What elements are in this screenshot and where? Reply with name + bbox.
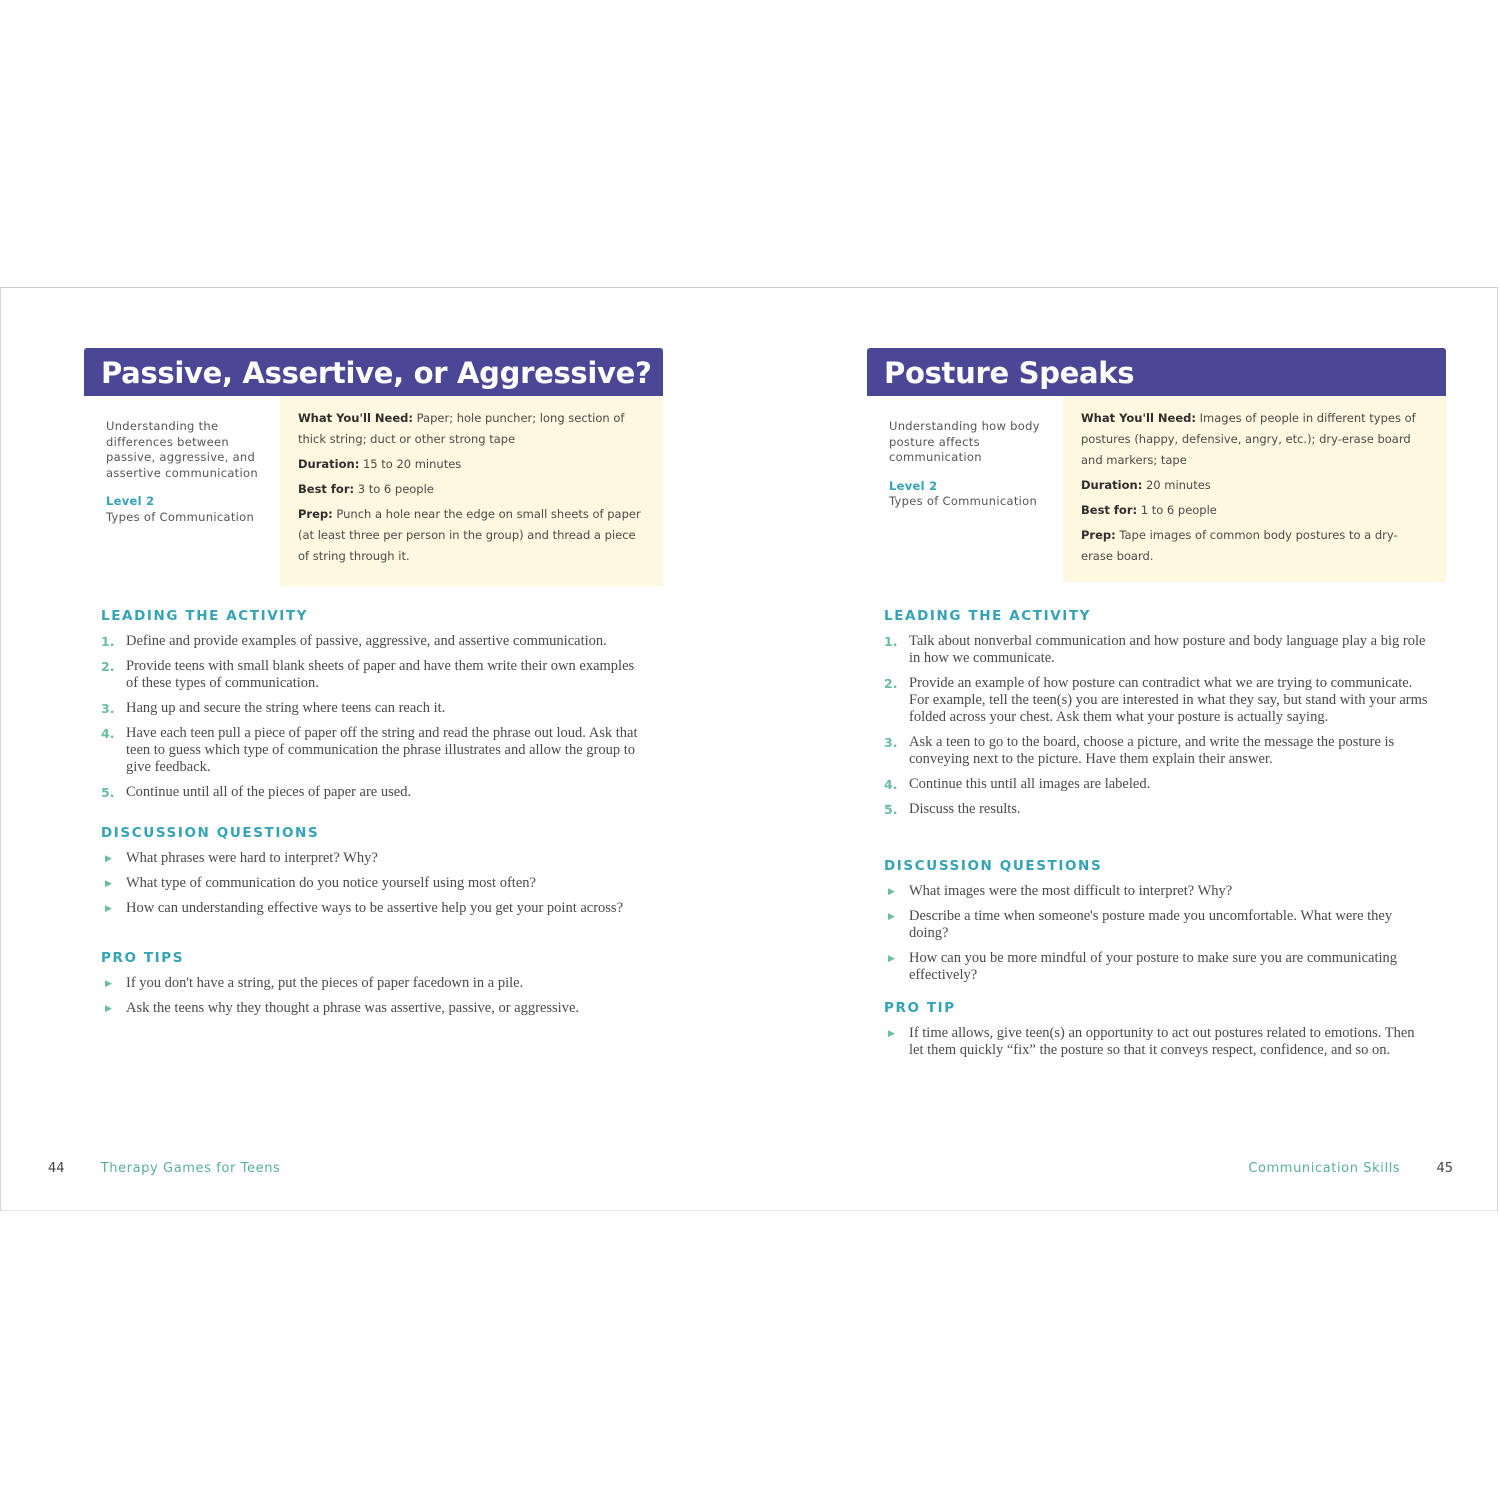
step-text: Provide teens with small blank sheets of paper and have them write their own examples of these types of communication.	[126, 658, 635, 691]
list-item	[101, 700, 641, 717]
discussion-list	[884, 883, 1429, 992]
right-page	[750, 288, 1499, 1210]
needs-line	[298, 408, 645, 450]
activity-level: Level 2	[889, 478, 938, 493]
step-text: Have each teen pull a piece of paper off the string and read the phrase out loud. Ask that teen to guess which type of communication the phrase illustrates and allow the group to give feedback.	[126, 725, 638, 775]
list-item	[884, 950, 1429, 984]
steps-list	[101, 633, 641, 809]
step-number: 5.	[884, 802, 898, 817]
discussion-heading: DISCUSSION QUESTIONS	[884, 858, 1103, 874]
best-for-label: Best for:	[298, 482, 355, 496]
step-text: Ask a teen to go to the board, choose a picture, and write the message the posture is conveying next to the picture. Have them explain their answer.	[909, 734, 1395, 767]
left-page	[1, 288, 750, 1210]
step-number: 2.	[884, 676, 898, 691]
needs-value: Images of people in different types of postures (happy, defensive, angry, etc.); dry-erase board and markers; tape	[1081, 411, 1416, 467]
page-number: 44	[48, 1161, 65, 1176]
duration-line	[1081, 475, 1428, 496]
step-text: Discuss the results.	[909, 801, 1021, 817]
bullet-arrow-icon: ▶	[105, 1003, 112, 1013]
tips-heading: PRO TIPS	[101, 950, 185, 966]
activity-category: Types of Communication	[889, 494, 1038, 508]
bullet-arrow-icon: ▶	[105, 853, 112, 863]
list-item	[101, 875, 641, 892]
step-text: Provide an example of how posture can contradict what we are trying to communicate. For example, tell the teen(s) you are interested in what they say, but stand with your arms folded across your chest. Ask them what your posture is actually saying.	[909, 675, 1428, 725]
needs-line	[1081, 408, 1428, 471]
step-number: 3.	[884, 735, 898, 750]
activity-category: Types of Communication	[106, 509, 255, 524]
step-text: Continue this until all images are labeled.	[909, 776, 1151, 792]
prep-value: Tape images of common body postures to a dry-erase board.	[1081, 528, 1398, 563]
question-text: How can understanding effective ways to be assertive help you get your point across?	[126, 900, 624, 916]
activity-level: Level 2	[106, 494, 155, 508]
step-number: 4.	[101, 726, 115, 741]
list-item	[101, 1000, 641, 1017]
list-item	[101, 784, 641, 801]
step-text: Hang up and secure the string where teens can reach it.	[126, 700, 446, 716]
list-item	[884, 801, 1429, 818]
leading-heading: LEADING THE ACTIVITY	[101, 608, 309, 624]
list-item	[884, 1025, 1429, 1059]
best-for-value: 3 to 6 people	[357, 482, 434, 496]
duration-label: Duration:	[1081, 478, 1143, 492]
prep-label: Prep:	[298, 507, 333, 521]
tips-list	[101, 975, 641, 1025]
activity-description: Understanding how body posture affects communication	[889, 419, 1040, 464]
list-item	[884, 776, 1429, 793]
step-number: 1.	[101, 634, 115, 649]
activity-requirements-box	[280, 396, 663, 586]
step-number: 2.	[101, 659, 115, 674]
best-for-line	[1081, 500, 1428, 521]
list-item	[101, 900, 641, 917]
best-for-label: Best for:	[1081, 503, 1138, 517]
bullet-arrow-icon: ▶	[105, 978, 112, 988]
discussion-list	[101, 850, 641, 925]
leading-heading: LEADING THE ACTIVITY	[884, 608, 1092, 624]
step-text: Define and provide examples of passive, aggressive, and assertive communication.	[126, 633, 607, 649]
question-text: What type of communication do you notice yourself using most often?	[126, 875, 536, 891]
bullet-arrow-icon: ▶	[888, 1028, 895, 1038]
page-footer	[48, 1161, 280, 1176]
best-for-line	[298, 479, 645, 500]
tip-text: If time allows, give teen(s) an opportunity to act out postures related to emotions. Then let them quickly “fix” the posture so that it conveys respect, confidence, and so on.	[909, 1025, 1415, 1058]
list-item	[101, 658, 641, 692]
prep-value: Punch a hole near the edge on small sheets of paper (at least three per person in the group) and thread a piece of string through it.	[298, 507, 641, 563]
step-number: 3.	[101, 701, 115, 716]
list-item	[884, 908, 1429, 942]
list-item	[101, 850, 641, 867]
list-item	[884, 633, 1429, 667]
list-item	[884, 883, 1429, 900]
page-footer	[1248, 1161, 1453, 1176]
activity-requirements-box	[1063, 396, 1446, 582]
question-text: Describe a time when someone's posture made you uncomfortable. What were they doing?	[909, 908, 1393, 941]
bullet-arrow-icon: ▶	[888, 911, 895, 921]
bullet-arrow-icon: ▶	[888, 953, 895, 963]
list-item	[101, 725, 641, 776]
duration-value: 15 to 20 minutes	[362, 457, 462, 471]
duration-line	[298, 454, 645, 475]
activity-summary	[889, 419, 1059, 510]
list-item	[101, 633, 641, 650]
tips-list	[884, 1025, 1429, 1067]
prep-label: Prep:	[1081, 528, 1116, 542]
prep-line	[298, 504, 645, 567]
bullet-arrow-icon: ▶	[105, 878, 112, 888]
book-spread	[0, 287, 1498, 1211]
needs-label: What You'll Need:	[1081, 411, 1196, 425]
list-item	[101, 975, 641, 992]
step-text: Talk about nonverbal communication and how posture and body language play a big role in how we communicate.	[909, 633, 1426, 666]
bullet-arrow-icon: ▶	[888, 886, 895, 896]
running-footer-title: Therapy Games for Teens	[100, 1161, 281, 1176]
question-text: How can you be more mindful of your posture to make sure you are communicating effectively?	[909, 950, 1398, 983]
question-text: What images were the most difficult to interpret? Why?	[909, 883, 1233, 899]
tip-text: If you don't have a string, put the pieces of paper facedown in a pile.	[126, 975, 524, 991]
question-text: What phrases were hard to interpret? Why?	[126, 850, 378, 866]
duration-value: 20 minutes	[1145, 478, 1211, 492]
step-number: 5.	[101, 785, 115, 800]
discussion-heading: DISCUSSION QUESTIONS	[101, 825, 320, 841]
page-number: 45	[1436, 1161, 1453, 1176]
activity-title: Posture Speaks	[867, 348, 1446, 396]
bullet-arrow-icon: ▶	[105, 903, 112, 913]
activity-summary	[106, 419, 276, 525]
prep-line	[1081, 525, 1428, 567]
activity-description: Understanding the differences between passive, aggressive, and assertive communication	[106, 419, 258, 480]
needs-value: Paper; hole puncher; long section of thick string; duct or other strong tape	[298, 411, 625, 446]
activity-title: Passive, Assertive, or Aggressive?	[84, 348, 663, 396]
step-text: Continue until all of the pieces of paper are used.	[126, 784, 412, 800]
list-item	[884, 734, 1429, 768]
tips-heading: PRO TIP	[884, 1000, 956, 1016]
steps-list	[884, 633, 1429, 826]
step-number: 1.	[884, 634, 898, 649]
tip-text: Ask the teens why they thought a phrase was assertive, passive, or aggressive.	[126, 1000, 580, 1016]
list-item	[884, 675, 1429, 726]
step-number: 4.	[884, 777, 898, 792]
duration-label: Duration:	[298, 457, 360, 471]
best-for-value: 1 to 6 people	[1140, 503, 1217, 517]
running-footer-title: Communication Skills	[1248, 1161, 1401, 1176]
needs-label: What You'll Need:	[298, 411, 413, 425]
